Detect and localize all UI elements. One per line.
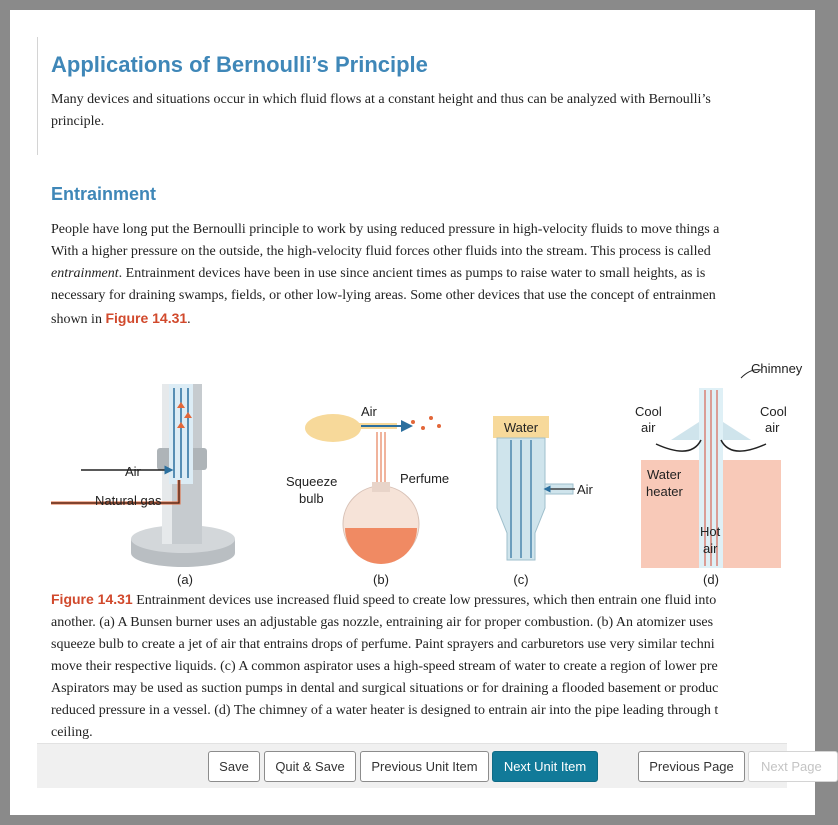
caption-line: move their respective liquids. (c) A common aspirator uses a high-speed stream of water to create a region of lower pre	[51, 659, 718, 674]
next-page-button[interactable]: Next Page	[748, 751, 838, 782]
aspirator-diagram	[493, 416, 594, 587]
caption-text: Entrainment devices use increased fluid speed to create low pressures, which then entrain one fluid into	[132, 593, 717, 608]
paragraph-line: People have long put the Bernoulli principle to work by using reduced pressure in high-velocity fluids to move things a	[51, 222, 720, 237]
label-bulb: bulb	[299, 491, 324, 506]
label-air: air	[765, 420, 780, 435]
term-entrainment: entrainment	[51, 266, 119, 281]
bunsen-burner-diagram	[51, 384, 235, 587]
label-air: air	[703, 541, 718, 556]
intro-line: Many devices and situations occur in which fluid flows at a constant height and thus can be analyzed with Bernoulli’s	[51, 92, 711, 107]
caption-line	[51, 588, 787, 612]
label-air: air	[641, 420, 656, 435]
figure-14-31	[51, 348, 803, 588]
entrainment-figure	[51, 348, 803, 588]
caption-line: ceiling.	[51, 725, 93, 740]
label-cool: Cool	[760, 404, 787, 419]
intro-line: principle.	[51, 114, 105, 129]
navigation-toolbar	[37, 743, 822, 788]
label-hot: Hot	[700, 524, 721, 539]
label-heater: heater	[646, 484, 683, 499]
label-chimney: Chimney	[751, 361, 803, 376]
label-squeeze: Squeeze	[286, 474, 338, 489]
previous-page-button[interactable]: Previous Page	[638, 751, 745, 782]
sublabel-d: (d)	[703, 572, 719, 587]
sublabel-b: (b)	[373, 572, 389, 587]
quit-save-button[interactable]: Quit & Save	[264, 751, 356, 782]
label-air: Air	[361, 404, 377, 419]
label-water: Water	[503, 420, 539, 435]
paragraph-line: With a higher pressure on the outside, the high-velocity fluid forces other fluids into the stream. This process is called	[51, 244, 711, 259]
page-title: Applications of Bernoulli’s Principle	[51, 52, 428, 77]
paragraph-text: . Entrainment devices have been in use since ancient times as pumps to raise water to small heights, as is	[118, 266, 706, 281]
atomizer-diagram	[286, 404, 449, 587]
content-area	[10, 10, 822, 815]
label-air: Air	[125, 464, 141, 479]
caption-line: Aspirators may be used as suction pumps in dental and surgical situations or for draining a flooded basement or produc	[51, 681, 719, 696]
caption-line: another. (a) A Bunsen burner uses an adjustable gas nozzle, entraining air for proper combustion. (b) An atomizer uses	[51, 615, 714, 630]
paragraph-text: .	[187, 312, 191, 327]
paragraph-line	[51, 263, 787, 285]
entrainment-paragraph	[51, 219, 787, 331]
figure-caption	[51, 588, 787, 744]
intro-paragraph	[51, 89, 787, 133]
label-perfume: Perfume	[400, 471, 450, 486]
label-natural-gas: Natural gas	[95, 493, 162, 508]
previous-unit-item-button[interactable]: Previous Unit Item	[360, 751, 489, 782]
paragraph-text: shown in	[51, 312, 106, 327]
label-water: Water	[647, 467, 682, 482]
section-heading: Entrainment	[51, 184, 157, 204]
label-air: Air	[577, 482, 593, 497]
save-button[interactable]: Save	[208, 751, 260, 782]
divider	[37, 37, 38, 155]
figure-link[interactable]: Figure 14.31	[105, 310, 188, 326]
paragraph-line: necessary for draining swamps, fields, or other low-lying areas. Some other devices that use the concept of entrainmen	[51, 288, 716, 303]
caption-figure-number: Figure 14.31	[51, 591, 133, 607]
sublabel-c: (c)	[513, 572, 529, 587]
sublabel-a: (a)	[177, 572, 193, 587]
caption-line: squeeze bulb to create a jet of air that entrains drops of perfume. Paint sprayers and carburetors use very similar techni	[51, 637, 715, 652]
caption-line: reduced pressure in a vessel. (d) The chimney of a water heater is designed to entrain air into the pipe leading through t	[51, 703, 719, 718]
next-unit-item-button[interactable]: Next Unit Item	[492, 751, 598, 782]
paragraph-line	[51, 307, 787, 331]
water-heater-diagram	[635, 361, 803, 587]
label-cool: Cool	[635, 404, 662, 419]
page-frame	[10, 10, 822, 815]
